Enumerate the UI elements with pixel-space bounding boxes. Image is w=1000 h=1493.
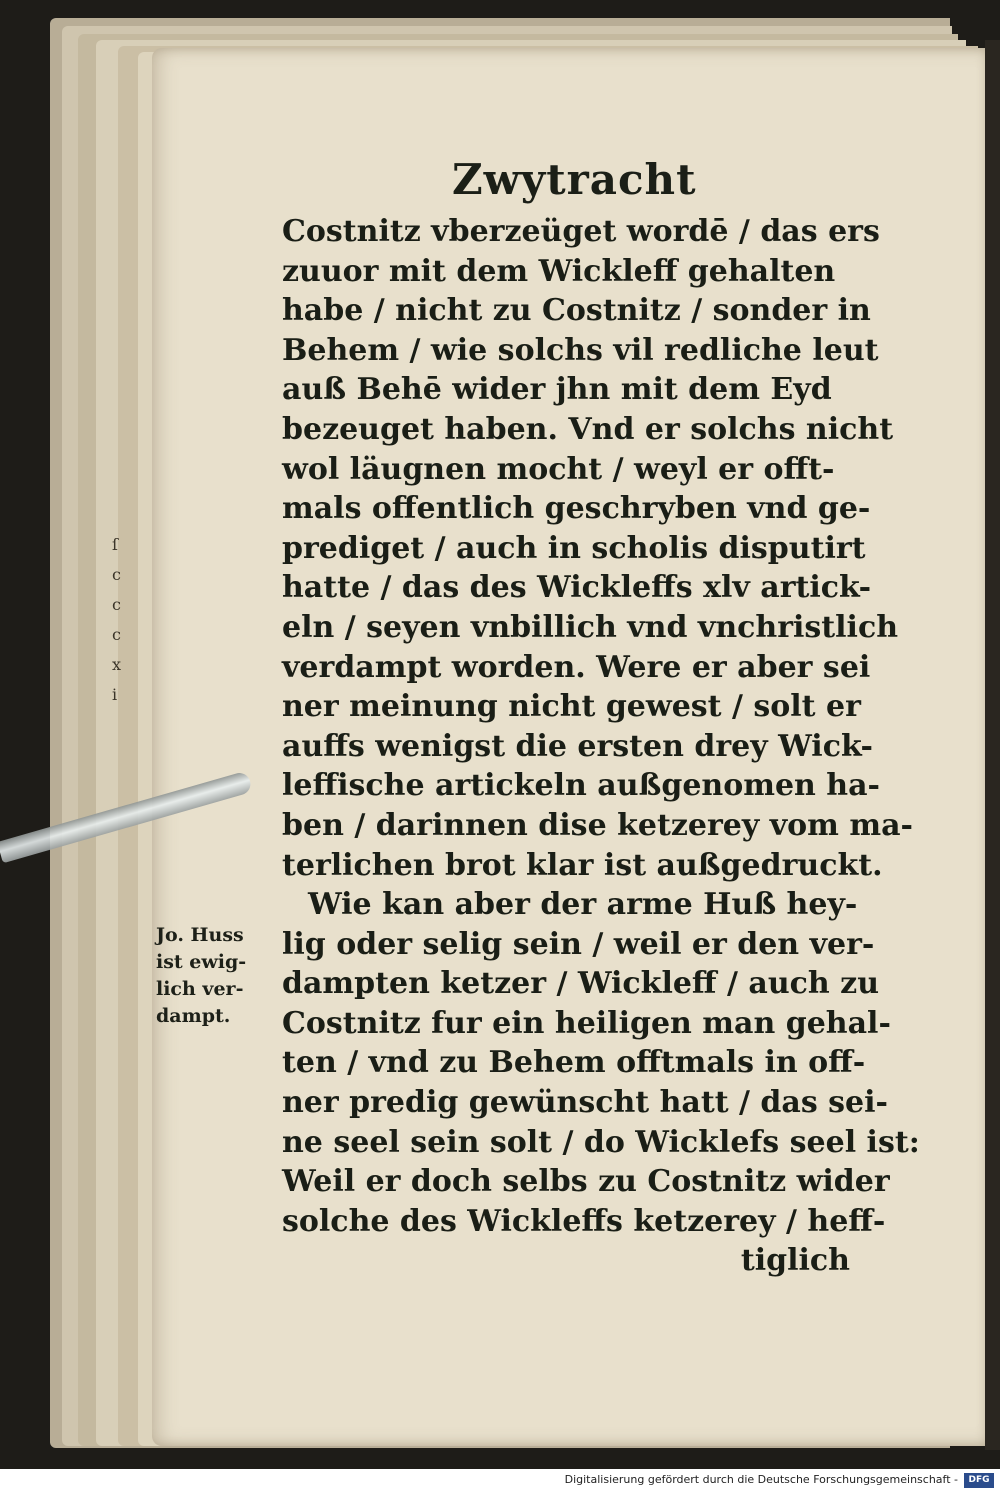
body-text <box>282 212 920 1281</box>
text-line: habe / nicht zu Costnitz / sonder in <box>282 293 871 329</box>
text-line: hatte / das des Wickleffs xlv artick- <box>282 570 872 606</box>
text-line: prediget / auch in scholis disputirt <box>282 530 866 566</box>
marginal-note-line: ist ewig- <box>156 951 247 973</box>
text-line: ne seel sein solt / do Wicklefs seel ist: <box>282 1124 920 1160</box>
book-spine-shadow <box>985 40 1000 1450</box>
digitization-footer <box>0 1469 1000 1493</box>
text-line: Weil er doch selbs zu Costnitz wider <box>282 1164 890 1200</box>
text-line: zuuor mit dem Wickleff gehalten <box>282 253 836 289</box>
text-line: leffische artickeln außgenomen ha- <box>282 768 881 804</box>
text-line: ner predig gewünscht hatt / das sei- <box>282 1085 888 1121</box>
text-line: Behem / wie solchs vil redliche leut <box>282 332 879 368</box>
footer-credit: Digitalisierung gefördert durch die Deutsche Forschungsgemeinschaft - <box>564 1473 958 1486</box>
text-line: Costnitz vberzeüget wordē / das ers <box>282 214 880 249</box>
text-line: verdampt worden. Were er aber sei <box>282 649 871 685</box>
marginal-note-line: Jo. Huss <box>156 924 244 946</box>
text-line: ten / vnd zu Behem offtmals in off- <box>282 1045 866 1081</box>
marginal-note <box>156 922 268 1030</box>
dfg-logo-icon: DFG <box>964 1473 994 1488</box>
marginal-note-line: lich ver- <box>156 978 244 1000</box>
text-line: mals offentlich geschryben vnd ge- <box>282 491 871 527</box>
bleed-through-marks: ſ c c c x i <box>112 535 122 704</box>
text-line: Wie kan aber der arme Huß hey- <box>308 887 858 923</box>
running-head: Zwytracht <box>452 155 697 204</box>
text-line: wol läugnen mocht / weyl er offt- <box>282 451 835 487</box>
text-line: lig oder selig sein / weil er den ver- <box>282 926 875 962</box>
text-line: dampten ketzer / Wickleff / auch zu <box>282 966 880 1002</box>
text-line: terlichen brot klar ist außgedruckt. <box>282 847 883 883</box>
marginal-note-line: dampt. <box>156 1005 231 1027</box>
text-line: auß Behē wider jhn mit dem Eyd <box>282 372 832 408</box>
text-line: eln / seyen vnbillich vnd vnchristlich <box>282 609 899 645</box>
text-line: auffs wenigst die ersten drey Wick- <box>282 728 873 764</box>
catchword: tiglich <box>740 1243 850 1279</box>
text-line: Costnitz fur ein heiligen man gehal- <box>282 1005 891 1041</box>
text-line: solche des Wickleffs ketzerey / heff- <box>282 1203 886 1239</box>
text-line: ben / darinnen dise ketzerey vom ma- <box>282 807 913 843</box>
text-line: ner meinung nicht gewest / solt er <box>282 689 861 725</box>
text-line: bezeuget haben. Vnd er solchs nicht <box>282 411 894 447</box>
